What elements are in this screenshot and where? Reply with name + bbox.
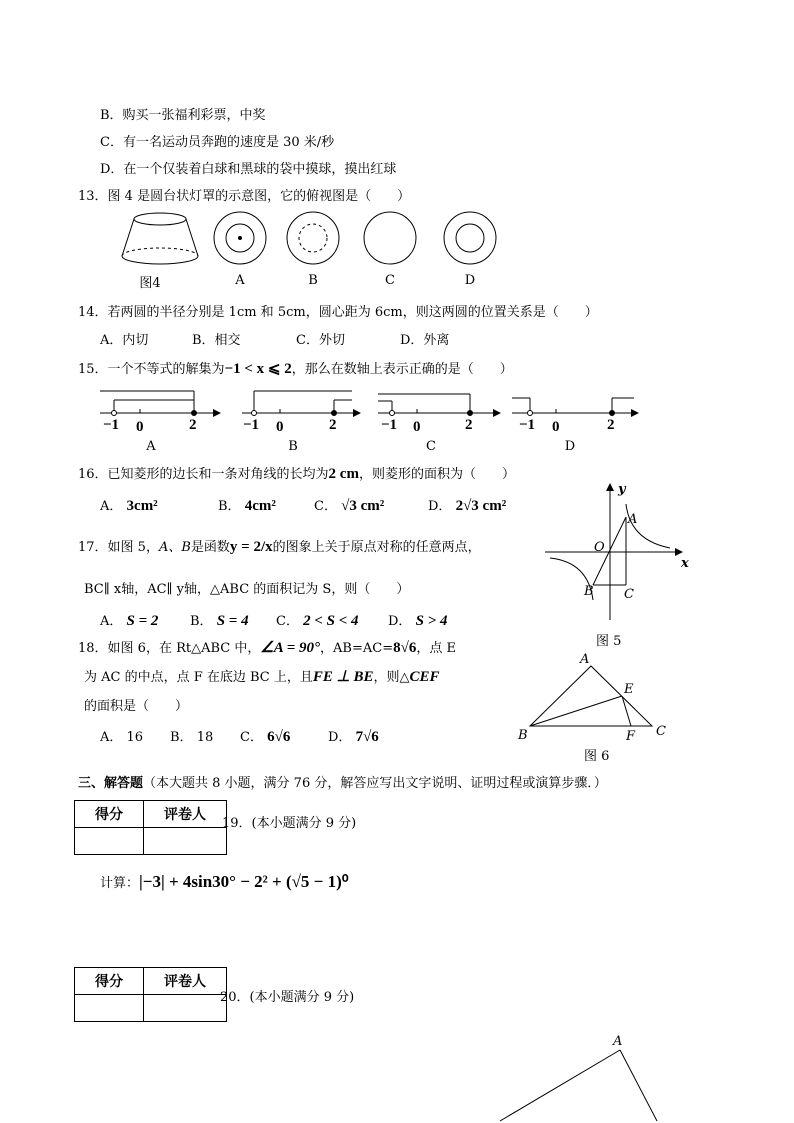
fig6-point-e: E — [624, 682, 634, 697]
q15-label-a: A — [146, 439, 156, 454]
q18-line3: 的面积是（ ） — [84, 699, 189, 714]
q17-stem-fn: y = 2/x — [229, 539, 273, 555]
q16-option-c-value: √3 cm² — [341, 498, 385, 514]
q16-option-d-value: 2√3 cm² — [455, 498, 507, 514]
q18-line1-math: ∠A = 90° — [260, 640, 321, 656]
q16-option-a-value: 3cm² — [126, 498, 158, 514]
q15-c-tick-0: 0 — [413, 419, 421, 435]
q18-line2-math: FE ⊥ BE — [312, 669, 374, 685]
q15-b-tick-0: 0 — [276, 419, 284, 435]
q15-d-tick-neg1: −1 — [519, 417, 536, 433]
q15-b-tick-2: 2 — [329, 417, 337, 433]
q17-option-d-value: S > 4 — [415, 613, 448, 629]
q16-option-c-letter: C． — [314, 499, 337, 514]
q15-label-d: D — [564, 439, 576, 454]
fig5-point-b: B — [584, 584, 594, 599]
fig5-point-c: C — [624, 587, 634, 602]
q18-line2-math2: CEF — [409, 669, 440, 685]
section3-title: 三、解答题 — [78, 776, 144, 791]
q17-option-a-letter: A． — [100, 614, 123, 629]
q12-option-b: B．购买一张福利彩票，中奖 — [100, 108, 266, 123]
q12-option-d: D．在一个仅装着白球和黑球的袋中摸球，摸出红球 — [100, 162, 397, 177]
q18-line1-mid: ，AB=AC= — [320, 641, 394, 656]
q17-option-b-letter: B． — [190, 614, 213, 629]
q16-option-b-value: 4cm² — [244, 498, 276, 514]
section3-note: （本大题共 8 小题，满分 76 分，解答应写出文字说明、证明过程或演算步骤．） — [143, 776, 607, 791]
q18-option-a-value: 16 — [126, 730, 144, 745]
fig6-label: 图 6 — [584, 749, 610, 764]
q18-option-c-letter: C． — [240, 730, 263, 745]
q18-option-c-value: 6√6 — [267, 729, 291, 745]
fig6-point-a: A — [580, 652, 590, 667]
q15-stem-post: ，那么在数轴上表示正确的是（ ） — [291, 362, 513, 377]
q20-score-header: 得分 — [75, 968, 144, 995]
q18-option-b-value: 18 — [196, 730, 214, 745]
fig5-y-label: y — [618, 482, 626, 497]
q14-stem: 14．若两圆的半径分别是 1cm 和 5cm，圆心距为 6cm，则这两圆的位置关系是（ ） — [78, 305, 598, 320]
q13-label-b: B — [308, 273, 318, 288]
fig5-label: 图 5 — [596, 634, 622, 649]
q15-a-tick-2: 2 — [189, 417, 197, 433]
q17-stem-post: 的图象上关于原点对称的任意两点， — [272, 540, 481, 555]
q15-c-tick-neg1: −1 — [381, 417, 398, 433]
q15-b-tick-neg1: −1 — [243, 417, 260, 433]
q14-option-c: C．外切 — [296, 333, 345, 348]
q15-a-tick-0: 0 — [136, 419, 144, 435]
q17-option-a-value: S = 2 — [126, 613, 159, 629]
q15-label-c: C — [426, 439, 436, 454]
q16-option-a-letter: A． — [100, 499, 123, 514]
q13-label-a: A — [235, 273, 245, 288]
q18-line2-pre: 为 AC 的中点，点 F 在底边 BC 上，且 — [84, 670, 313, 685]
q18-option-a-letter: A． — [100, 730, 123, 745]
q13-fig-label: 图4 — [139, 276, 161, 291]
q18-line1-math2: 8√6 — [393, 640, 417, 656]
q15-d-tick-2: 2 — [607, 417, 615, 433]
q15-stem-math: −1 < x ⩽ 2 — [224, 361, 292, 377]
q19-calc-label: 计算： — [100, 876, 140, 891]
q17-option-c-value: 2 < S < 4 — [303, 613, 359, 629]
q13-stem: 13．图 4 是圆台状灯罩的示意图，它的俯视图是（ ） — [78, 189, 411, 204]
q15-label-b: B — [288, 439, 298, 454]
q20-stem: 20．(本小题满分 9 分) — [220, 990, 355, 1005]
q15-c-tick-2: 2 — [465, 417, 473, 433]
q20-point-a: A — [613, 1034, 623, 1049]
q19-stem: 19．(本小题满分 9 分) — [222, 816, 357, 831]
q18-line2-post: ，则△ — [373, 670, 410, 685]
q14-option-d: D．外离 — [400, 333, 450, 348]
q19-score-header: 得分 — [75, 801, 144, 828]
q15-a-tick-neg1: −1 — [103, 417, 120, 433]
q18-option-d-letter: D． — [328, 730, 352, 745]
fig5-point-o: O — [594, 540, 605, 555]
q17-option-c-letter: C． — [276, 614, 299, 629]
q16-option-b-letter: B． — [218, 499, 241, 514]
q17-stem-pre: 17．如图 5， — [78, 540, 159, 555]
q17-option-d-letter: D． — [388, 614, 412, 629]
q16-option-d-letter: D． — [428, 499, 452, 514]
q18-line1-pre: 18．如图 6，在 Rt△ABC 中， — [78, 641, 261, 656]
q20-grader-header: 评卷人 — [144, 968, 227, 995]
fig5-x-label: x — [681, 556, 689, 571]
q15-stem-pre: 15．一个不等式的解集为 — [78, 362, 225, 377]
q13-label-d: D — [464, 273, 476, 288]
q19-calc-expr: |−3| + 4sin30° − 2² + (√5 − 1)⁰ — [139, 872, 349, 891]
q14-option-a: A．内切 — [100, 333, 149, 348]
q19-grader-header: 评卷人 — [144, 801, 227, 828]
q13-label-c: C — [385, 273, 395, 288]
q15-d-tick-0: 0 — [552, 419, 560, 435]
q18-line1-post: ，点 E — [416, 641, 456, 656]
q20-ray-right — [620, 1050, 657, 1121]
q12-option-c: C．有一名运动员奔跑的速度是 30 米/秒 — [100, 135, 335, 150]
q18-option-d-value: 7√6 — [355, 729, 379, 745]
q16-stem-math: 2 cm — [328, 466, 359, 482]
q14-option-b: B．相交 — [192, 333, 241, 348]
q18-option-b-letter: B． — [170, 730, 193, 745]
q17-line2: BC∥ x轴，AC∥ y轴，△ABC 的面积记为 S，则（ ） — [84, 582, 410, 597]
q17-stem-ab: A、B — [158, 540, 191, 555]
fig5-point-a: A — [628, 512, 638, 527]
q16-stem-post: ，则菱形的面积为（ ） — [358, 467, 515, 482]
fig6-point-f: F — [626, 729, 636, 744]
fig6-point-c: C — [656, 724, 666, 739]
q16-stem-pre: 16．已知菱形的边长和一条对角线的长均为 — [78, 467, 329, 482]
q20-ray-left — [500, 1050, 620, 1121]
q17-option-b-value: S = 4 — [216, 613, 249, 629]
fig6-point-b: B — [518, 728, 528, 743]
q17-stem-mid: 是函数 — [190, 540, 230, 555]
